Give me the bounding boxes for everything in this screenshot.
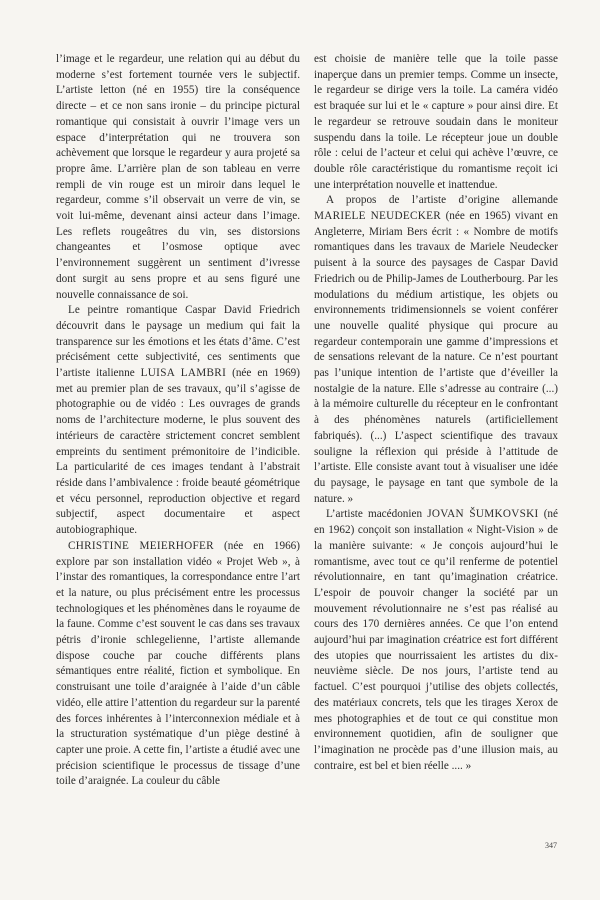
paragraph-luisa-lambri — [56, 303, 300, 539]
paragraph-mariele-neudecker — [314, 193, 558, 507]
paragraph-meierhofer-continued: est choisie de manière telle que la toile passe inaperçue dans un premier temps. Comme un insecte, le regardeur se dirige vers la toile. La caméra vidéo est braquée sur lui et le « capture » pour ainsi dire. Et le regardeur se retrouve soudain dans le moniteur suspendu dans la toile. Le récepteur joue un double rôle : celui de l’acteur et celui qui achève l’œuvre, ce double rôle caractéristique du romantisme reçoit ici une interprétation nouvelle et inattendue. — [314, 53, 558, 191]
paragraph-intro-continued: l’image et le regardeur, une relation qui au début du moderne s’est fortement tournée vers le subjectif. L’artiste letton (né en 1955) tire la conséquence directe – et ce non sans ironie – du principe pictural romantique qui consistait à ouvrir l’image vers un espace d’interprétation qui ne trouvera son achèvement que lorsque le regardeur y aura projeté sa propre âme. L’arrière plan de son tableau en verre rempli de vin rouge est un miroir dans lequel le regardeur, comme s’il observait un verre de vin, se voit lui-même, devenant ainsi acteur dans l’image. Les reflets rougeâtres du vin, ses distorsions changeantes et l’osmose optique avec l’environnement suggèrent un sentiment d’ivresse dont surgit au sens propre et au sens figuré une nouvelle connaissance de soi. — [56, 53, 300, 301]
paragraph-christine-meierhofer — [56, 539, 300, 790]
artist-name-jovan-sumkovski: JOVAN ŠUMKOVSKI — [427, 508, 539, 521]
paragraph-text: A propos de l’artiste d’origine allemande — [326, 194, 558, 207]
paragraph-text: Le peintre romantique Caspar David Friedrich découvrit dans le paysage un medium qui fait la transparence sur les émotions et les états d’âme. C’est précisément cette subjectivité, ces sentiments que l’artiste italienne — [56, 304, 300, 380]
left-column — [56, 52, 300, 790]
paragraph-text: (née en 1965) vivant en Angleterre, Miriam Bers écrit : « Nombre de motifs romantiques dans les travaux de Mariele Neudecker puisent à la source des paysages de Caspar David Friedrich ou de Philip-James de Loutherbourg. Par les modulations du médium artistique, les objets ou environnements tridimensionnels se voient conférer une nouvelle qualité physique qui procure au regardeur contemporain une gamme d’impressions et de sensations relevant de la nature. Ce n’est pourtant pas l’unique intention de l’artiste que d’éveiller la nostalgie de la nature. Elle s’adresse au contraire (...) à la mémoire culturelle du récepteur en le confrontant à des phénomènes naturels (artificiellement fabriqués). (...) L’aspect scientifique des travaux souligne la réflexion qui préside à l’attitude de l’artiste. Elle consiste avant tout à visualiser une idée du paysage, le paysage en tant que symbole de la nature. » — [314, 210, 558, 505]
page-number: 347 — [545, 841, 557, 850]
artist-name-luisa-lambri: LUISA LAMBRI — [140, 367, 227, 380]
right-column — [314, 52, 558, 774]
paragraph-text: (née en 1966) explore par son installation vidéo « Projet Web », à l’instar des romantiques, la correspondance entre l’art et la nature, ou plus précisément entre les processus technologiques et les phénomènes dans le royaume de la faune. Comme c’est souvent le cas dans ses travaux pétris d’ironie schlegelienne, l’artiste allemande dispose couche par couche différents plans sémantiques entre réalité, fiction et symbolique. En construisant une toile d’araignée à l’aide d’un câble vidéo, elle attire l’attention du regardeur sur la parenté des forces inhérentes à l’interconnexion médiale et à la structuration systématique d’un piège destiné à capter une proie. A cette fin, l’artiste a étudié avec une précision scientifique le processus de tissage d’une toile d’araignée. La couleur du câble — [56, 539, 300, 788]
paragraph-jovan-sumkovski — [314, 507, 558, 774]
paragraph-text: (née en 1969) met au premier plan de ses travaux, qu’il s’agisse de photographie ou de vidéo : Les ouvrages de grands noms de l’architecture moderne, le plus souvent des intérieurs de caractère strictement concret semblent empreints du sentiment prémonitoire de l’indicible. La particularité de ces images tendant à l’abstrait réside dans l’ambivalence : froide beauté géométrique et vécu personnel, reproduction objective et regard subjectif, aspect documentaire et aspect autobiographique. — [56, 367, 300, 537]
artist-name-mariele-neudecker: MARIELE NEUDECKER — [314, 210, 442, 223]
artist-name-christine-meierhofer: CHRISTINE MEIERHOFER — [68, 539, 214, 552]
paragraph-text: L’artiste macédonien — [326, 508, 428, 521]
paragraph-text: (né en 1962) conçoit son installation « Night-Vision » de la manière suivante: « Je conçois aujourd’hui le romantisme, avec tout ce qu’il renferme de potentiel révolutionnaire, en tant qu’imagination créatrice. L’espoir de pouvoir changer la société par un mouvement révolutionnaire ne s’est pas réalisé au cours des 170 dernières années. Ce que l’on entend aujourd’hui par imagination créatrice est fort différent des utopies que nourrissaient les artistes du dix-neuvième siècle. De nos jours, l’artiste tend au factuel. C’est pourquoi j’utilise des objets collectés, des matériaux concrets, tels que les tirages Xerox de mes photographies et de tout ce qui constitue mon environnement quotidien, afin de souligner que l’imagination ne procède pas d’une illusion mais, au contraire, est bel et bien réelle .... » — [314, 508, 558, 772]
